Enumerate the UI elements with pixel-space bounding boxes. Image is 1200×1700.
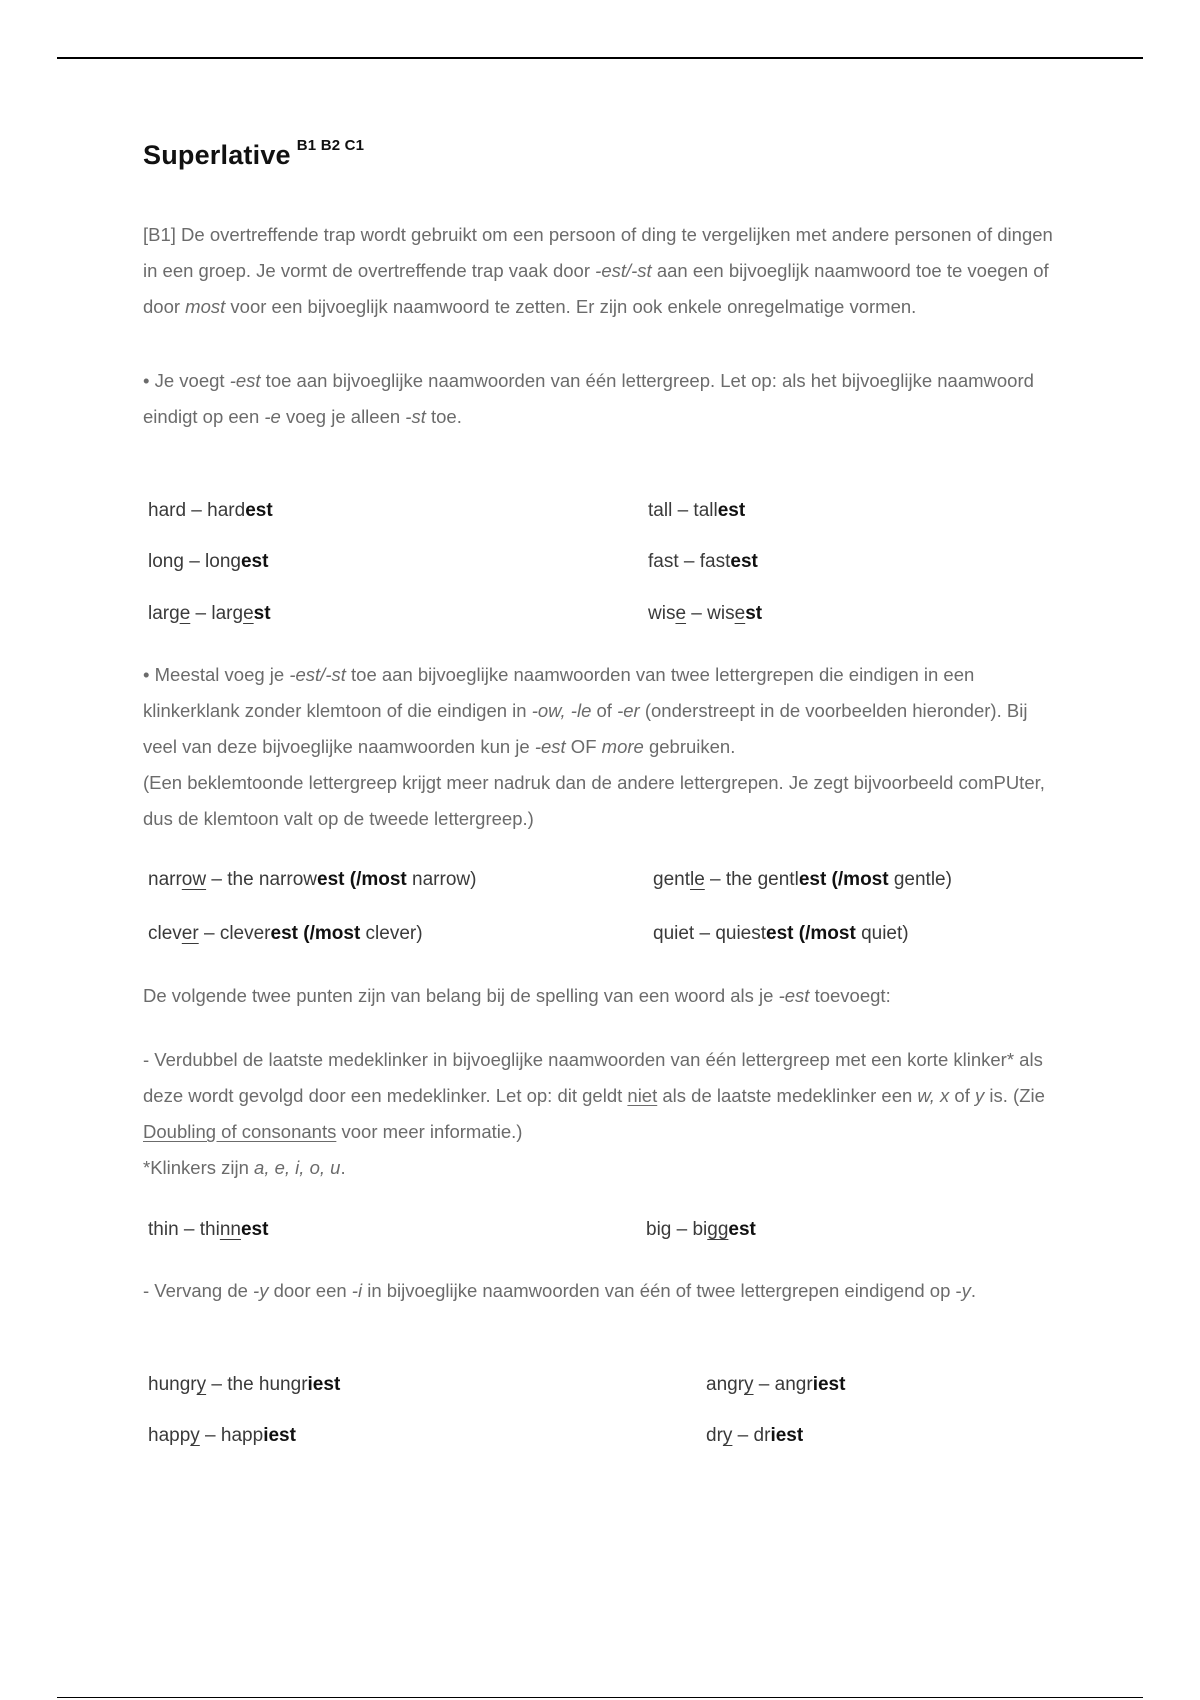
title-text: Superlative xyxy=(143,140,291,170)
example-narrow: narrow – the narrowest (/most narrow) xyxy=(148,869,477,890)
example-large: large – largest xyxy=(148,603,271,624)
vowels-note: *Klinkers zijn a, e, i, o, u. xyxy=(143,1157,346,1178)
example-hungry: hungry – the hungriest xyxy=(148,1374,341,1395)
top-rule xyxy=(57,57,1143,59)
example-wise: wise – wisest xyxy=(648,603,763,624)
page-title xyxy=(143,137,1063,171)
doubling-consonants-link[interactable]: Doubling of consonants xyxy=(143,1121,337,1142)
example-tall: tall – tallest xyxy=(648,500,746,521)
document-body xyxy=(143,137,1063,435)
stress-note: (Een beklemtoonde lettergreep krijgt meer nadruk dan de andere lettergrepen. Je zegt bijvoorbeeld comPUter, dus de klemtoon valt op de tweede lettergreep.) xyxy=(143,772,1045,829)
example-big: big – biggest xyxy=(646,1219,756,1240)
rule-two-syllable-block xyxy=(143,657,1063,837)
example-clever: clever – cleverest (/most clever) xyxy=(148,923,423,944)
spelling-block xyxy=(143,978,1063,1186)
rule-double-consonant: - Verdubbel de laatste medeklinker in bijvoeglijke naamwoorden van één lettergreep met een korte klinker* als deze wordt gevolgd door een medeklinker. Let op: dit geldt niet als de laatste medeklinker een w, x of y is. (Zie Doubling of consonants voor meer informatie.) *Klinkers zijn a, e, i, o, u. xyxy=(143,1049,1045,1178)
example-happy: happy – happiest xyxy=(148,1425,296,1446)
bottom-rule xyxy=(57,1697,1143,1698)
level-badges: B1 B2 C1 xyxy=(296,137,365,154)
example-gentle: gentle – the gentlest (/most gentle) xyxy=(653,869,952,890)
rule-replace-y: - Vervang de -y door een -i in bijvoeglijke naamwoorden van één of twee lettergrepen eindigend op -y. xyxy=(143,1280,977,1301)
spelling-intro: De volgende twee punten zijn van belang bij de spelling van een woord als je -est toevoegt: xyxy=(143,985,891,1006)
example-fast: fast – fastest xyxy=(648,551,758,572)
example-quiet: quiet – quiestest (/most quiet) xyxy=(653,923,909,944)
example-angry: angry – angriest xyxy=(706,1374,846,1395)
example-thin: thin – thinnest xyxy=(148,1219,269,1240)
rule-y-block xyxy=(143,1273,1063,1309)
intro-paragraph: [B1] De overtreffende trap wordt gebruikt om een persoon of ding te vergelijken met andere personen of dingen in een groep. Je vormt de overtreffende trap vaak door -est/-st aan een bijvoeglijk naamwoord toe te voegen of door most voor een bijvoeglijk naamwoord te zetten. Er zijn ook enkele onregelmatige vormen. xyxy=(143,224,1053,317)
example-long: long – longest xyxy=(148,551,269,572)
example-dry: dry – driest xyxy=(706,1425,804,1446)
rule-one-syllable: • Je voegt -est toe aan bijvoeglijke naamwoorden van één lettergreep. Let op: als het bijvoeglijke naamwoord eindigt op een -e voeg je alleen -st toe. xyxy=(143,370,1034,427)
example-hard: hard – hardest xyxy=(148,500,273,521)
rule-two-syllable: • Meestal voeg je -est/-st toe aan bijvoeglijke naamwoorden van twee lettergrepen die eindigen in een klinkerklank zonder klemtoon of die eindigen in -ow, -le of -er (onderstreept in de voorbeelden hieronder). Bij veel van deze bijvoeglijke naamwoorden kun je -est OF more gebruiken. (Een beklemtoonde lettergreep krijgt meer nadruk dan de andere lettergrepen. Je zegt bijvoorbeeld comPUter, dus de klemtoon valt op de tweede lettergreep.) xyxy=(143,664,1045,829)
